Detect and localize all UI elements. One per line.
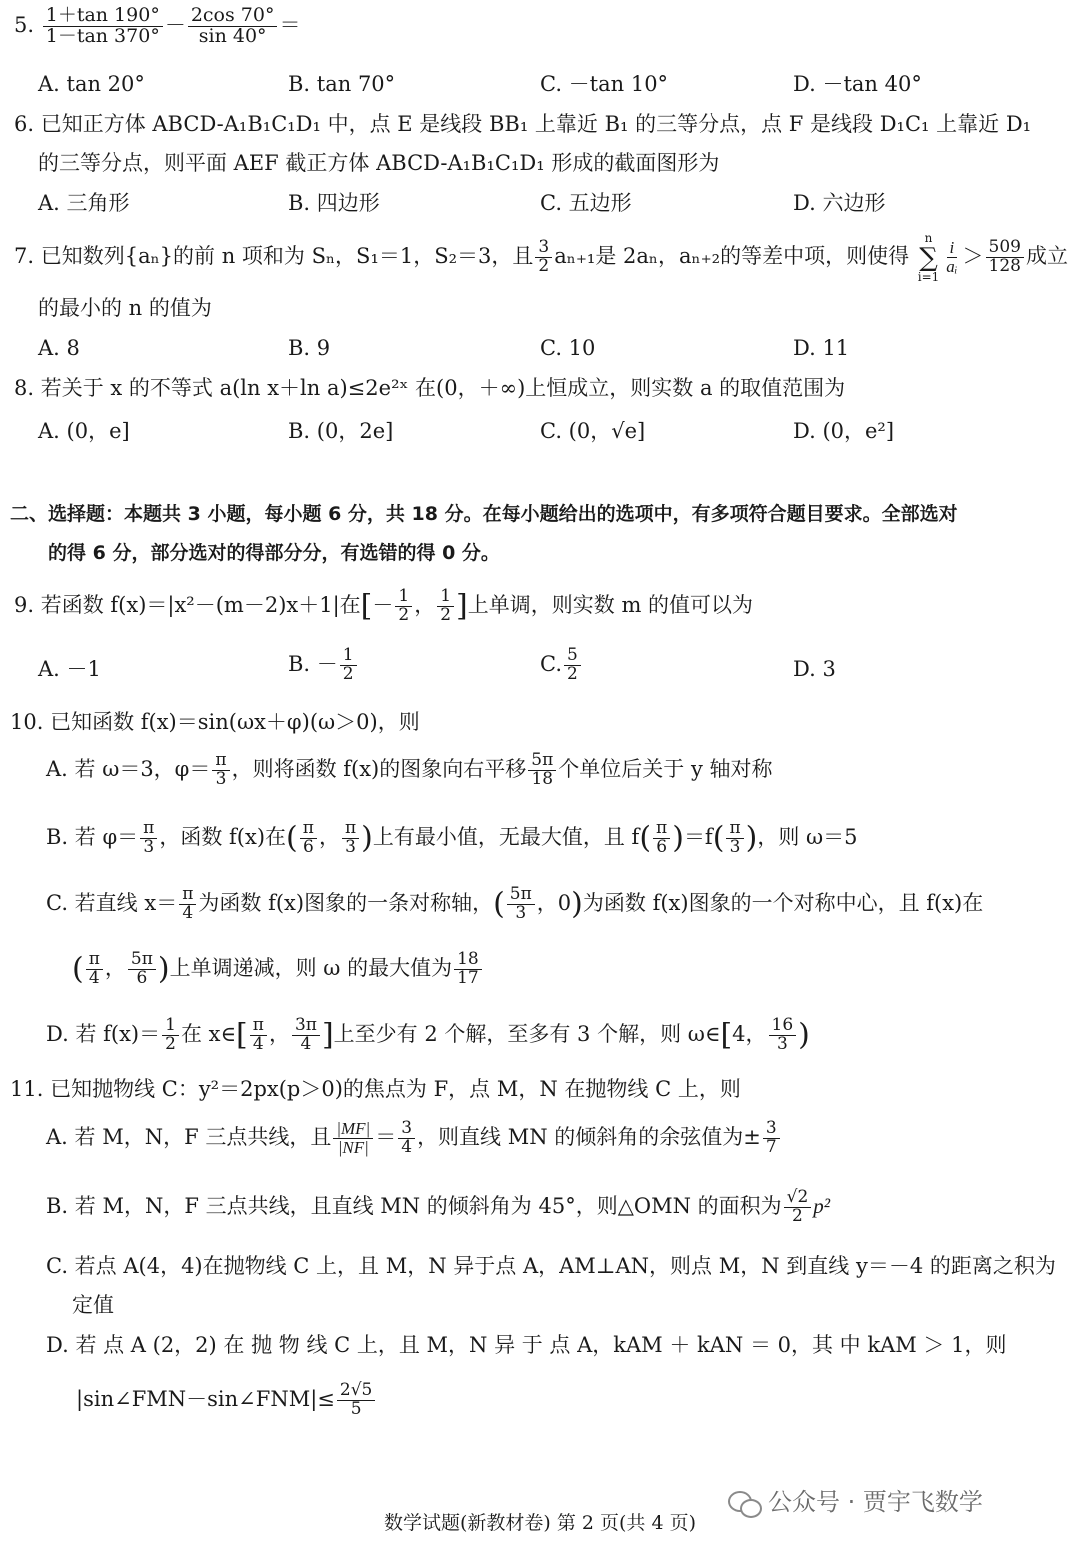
q10b-fraction-4: $\frac{\pi}{6}$ [653, 820, 670, 857]
q7-fraction-3-2: $\frac{3}{2}$ [535, 239, 552, 276]
q9-option-b: B. － $\frac{1}{2}$ [288, 647, 359, 684]
q5-fraction-1: $\frac{1+\tan 190^\circ}{1-\tan 370^\circ}$ [43, 6, 163, 47]
q5-option-c: C. －tan 10° [540, 72, 669, 96]
page-footer: 数学试题(新教材卷) 第 2 页(共 4 页) [383, 1512, 697, 1534]
section-2-heading-line2: 的得 6 分，部分选对的得部分分，有选错的得 0 分。 [48, 542, 500, 564]
q9-fraction-2: $\frac{1}{2}$ [437, 588, 454, 625]
q11b-fraction: $\frac{√2}{2}$ [784, 1189, 812, 1226]
q10b-fraction-1: $\frac{\pi}{3}$ [140, 820, 157, 857]
q10c-fraction-1: $\frac{\pi}{4}$ [179, 886, 196, 923]
q7-option-a: A. 8 [38, 336, 80, 360]
q9-option-c: C. $\frac{5}{2}$ [540, 647, 583, 684]
q11a-fraction-1: $\frac{|MF|}{|NF|}$ [333, 1120, 373, 1157]
q9-fraction-1: $\frac{1}{2}$ [395, 588, 412, 625]
q10-option-b: B. 若 φ＝ $\frac{\pi}{3}$ ，函数 f(x)在( $\frac{\pi}{6}$ ， $\frac{\pi}{3}$ )上有最小值，无最大值，且 f( $\frac{\pi}{6}$ )＝f( $\frac{\pi}{3}$ )，则 ω＝5 [46, 818, 858, 857]
q5-fraction-2: $\frac{2\cos 70^\circ}{\sin 40^\circ}$ [188, 6, 278, 47]
q10-stem: 10. 已知函数 f(x)＝sin(ωx＋φ)(ω＞0)，则 [10, 710, 420, 734]
q6-stem-line1: 6. 已知正方体 ABCD-A₁B₁C₁D₁ 中，点 E 是线段 BB₁ 上靠近 B₁ 的三等分点，点 F 是线段 D₁C₁ 上靠近 D₁ [14, 112, 1032, 136]
q10-option-a: A. 若 ω＝3，φ＝ $\frac{\pi}{3}$ ，则将函数 f(x)的图象向右平移 $\frac{5\pi}{18}$ 个单位后关于 y 轴对称 [46, 750, 773, 789]
q10b-fraction-2: $\frac{\pi}{6}$ [300, 820, 317, 857]
q5-option-a: A. tan 20° [38, 72, 145, 96]
q6-option-a: A. 三角形 [38, 191, 130, 215]
q10a-fraction-1: $\frac{\pi}{3}$ [212, 752, 229, 789]
q10d-fraction-1: $\frac{1}{2}$ [162, 1017, 179, 1054]
section-2-heading-line1: 二、选择题：本题共 3 小题，每小题 6 分，共 18 分。在每小题给出的选项中，有多项符合题目要求。全部选对 [10, 503, 958, 525]
q11-stem: 11. 已知抛物线 C：y²＝2px(p＞0)的焦点为 F，点 M，N 在抛物线 C 上，则 [10, 1077, 741, 1101]
q11-option-b: B. 若 M，N，F 三点共线，且直线 MN 的倾斜角为 45°，则△OMN 的面积为 $\frac{√2}{2}$ p² [46, 1187, 831, 1226]
q5-number: 5. [14, 12, 35, 37]
q10-option-d: D. 若 f(x)＝ $\frac{1}{2}$ 在 x∈[ $\frac{\pi}{4}$ ， $\frac{3\pi}{4}$ ]上至少有 2 个解，至多有 3 个解，则 ω∈[4， $\frac{16}{3}$ ) [46, 1015, 810, 1054]
q8-option-c: C. (0，√e] [540, 419, 646, 443]
q5-stem: 5. $\frac{1+\tan 190^\circ}{1-\tan 370^\circ}$ － $\frac{2\cos 70^\circ}{\sin 40^\circ}$ ＝ [14, 4, 301, 47]
q10d-fraction-2: $\frac{\pi}{4}$ [250, 1017, 267, 1054]
q11a-fraction-2: $\frac{3}{4}$ [398, 1120, 415, 1157]
q11a-fraction-3: $\frac{3}{7}$ [763, 1120, 780, 1157]
q10b-fraction-3: $\frac{\pi}{3}$ [342, 820, 359, 857]
q10c2-fraction-2: $\frac{5\pi}{6}$ [128, 951, 156, 988]
q10b-fraction-5: $\frac{\pi}{3}$ [726, 820, 743, 857]
q11-option-d-line2: |sin∠FMN－sin∠FNM|≤ $\frac{2√5}{5}$ [76, 1382, 377, 1419]
q7-fraction-509-128: $\frac{509}{128}$ [986, 239, 1024, 276]
q11-option-c-line2: 定值 [72, 1293, 114, 1317]
q6-stem-line2: 的三等分点，则平面 AEF 截正方体 ABCD-A₁B₁C₁D₁ 形成的截面图形为 [38, 151, 720, 175]
q7-option-d: D. 11 [793, 336, 850, 360]
q7-stem-line1: 7. 已知数列{aₙ}的前 n 项和为 Sₙ，S₁＝1，S₂＝3，且 $\frac{3}{2}$ aₙ₊₁是 2aₙ，aₙ₊₂的等差中项，则使得 n ∑ i=1 $\frac{i}{\text{aᵢ}}$ ＞ $\frac{509}{128}$ 成立 [14, 231, 1068, 284]
q9-option-c-fraction: $\frac{5}{2}$ [564, 647, 581, 684]
q11-option-c-line1: C. 若点 A(4，4)在抛物线 C 上，且 M，N 异于点 A，AM⊥AN，则点 M，N 到直线 y＝－4 的距离之积为 [46, 1254, 1056, 1278]
q10c-fraction-2: $\frac{5\pi}{3}$ [507, 886, 535, 923]
q10-option-c-line2: ( $\frac{\pi}{4}$ ， $\frac{5\pi}{6}$ )上单调递减，则 ω 的最大值为 $\frac{18}{17}$ [72, 951, 484, 988]
q10d-fraction-4: $\frac{16}{3}$ [769, 1017, 797, 1054]
q8-option-a: A. (0，e] [38, 419, 130, 443]
watermark-text: 公众号 · 贾宇飞数学 [768, 1488, 983, 1516]
q9-option-b-fraction: $\frac{1}{2}$ [340, 647, 357, 684]
q10d-fraction-3: $\frac{3\pi}{4}$ [292, 1017, 320, 1054]
q10a-fraction-2: $\frac{5\pi}{18}$ [528, 752, 556, 789]
q8-option-d: D. (0，e²] [793, 419, 895, 443]
q10c2-fraction-1: $\frac{\pi}{4}$ [86, 951, 103, 988]
q9-option-a: A. －1 [38, 657, 101, 681]
q5-option-d: D. －tan 40° [793, 72, 922, 96]
q6-option-b: B. 四边形 [288, 191, 380, 215]
q6-option-d: D. 六边形 [793, 191, 886, 215]
q10-option-c-line1: C. 若直线 x＝ $\frac{\pi}{4}$ 为函数 f(x)图象的一条对称轴，( $\frac{5\pi}{3}$ ，0)为函数 f(x)图象的一个对称中心，且 f(x)在 [46, 884, 984, 923]
q11d-fraction: $\frac{2√5}{5}$ [337, 1382, 375, 1419]
q7-stem-line2: 的最小的 n 的值为 [38, 296, 212, 320]
q6-option-c: C. 五边形 [540, 191, 632, 215]
q9-option-d: D. 3 [793, 657, 836, 681]
q7-option-c: C. 10 [540, 336, 596, 360]
q7-option-b: B. 9 [288, 336, 331, 360]
q11-option-a: A. 若 M，N，F 三点共线，且 $\frac{|MF|}{|NF|}$ ＝ $\frac{3}{4}$ ，则直线 MN 的倾斜角的余弦值为± $\frac{3}{7}$ [46, 1120, 782, 1157]
q8-stem: 8. 若关于 x 的不等式 a(ln x＋ln a)≤2e²ˣ 在(0，＋∞)上恒成立，则实数 a 的取值范围为 [14, 376, 846, 400]
q10c2-fraction-3: $\frac{18}{17}$ [454, 951, 482, 988]
q9-stem: 9. 若函数 f(x)＝|x²－(m－2)x＋1|在[－ $\frac{1}{2}$ ， $\frac{1}{2}$ ]上单调，则实数 m 的值可以为 [14, 586, 754, 625]
q11-option-d-line1: D. 若 点 A (2，2) 在 抛 物 线 C 上，且 M，N 异 于 点 A，kAM ＋ kAN ＝ 0，其 中 kAM ＞ 1，则 [46, 1333, 1007, 1357]
q5-option-b: B. tan 70° [288, 72, 396, 96]
q7-fraction-i-ai: $\frac{i}{\text{aᵢ}}$ [946, 238, 958, 277]
q7-summation: n ∑ i=1 [917, 231, 940, 284]
q8-option-b: B. (0，2e] [288, 419, 394, 443]
